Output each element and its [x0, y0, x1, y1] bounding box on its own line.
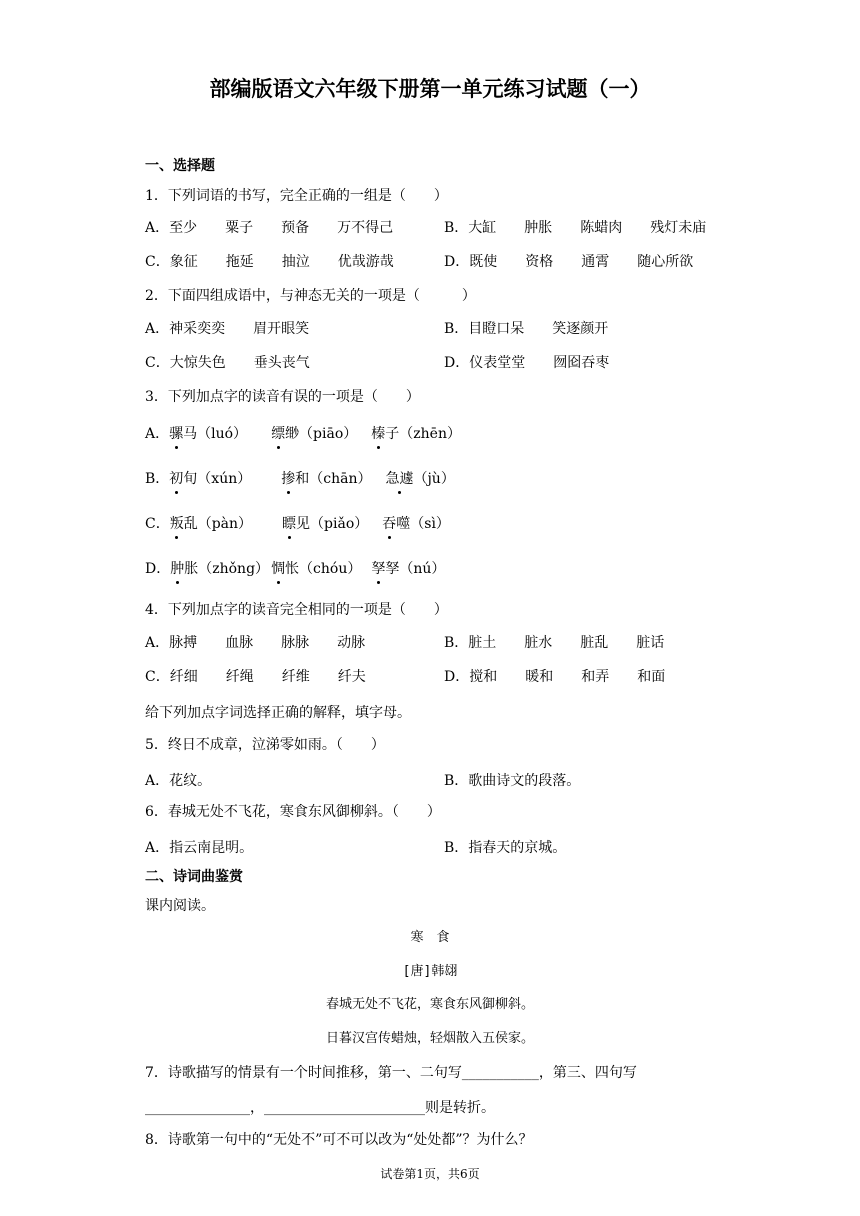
q3-option-b	[145, 469, 455, 489]
q4-c-word: 纤绳	[225, 669, 254, 685]
q4-option-d	[444, 667, 693, 687]
q3-reading: 乱（pàn）	[183, 516, 253, 532]
q4-b-word: 脏水	[524, 635, 553, 651]
q1-b-word: 残灯未庙	[650, 220, 707, 236]
q4-d-word: 和弄	[581, 669, 610, 685]
q3-option-a	[145, 424, 461, 444]
q5-option-a: A．花纹。	[145, 773, 212, 789]
q3-reading: 旬（xún）	[183, 471, 252, 487]
q3-option-c	[145, 514, 450, 534]
q2-option-c	[145, 353, 338, 373]
dotted-char: 瞟	[282, 516, 297, 532]
q2-d-label: D．仪表堂堂	[444, 355, 526, 371]
q1-option-a	[145, 218, 421, 238]
q4-d-word: 暖和	[525, 669, 554, 685]
page-title: 部编版语文六年级下册第一单元练习试题（一）	[209, 77, 651, 101]
q3-b-label: B．	[145, 471, 170, 487]
poem-line: 日暮汉宫传蜡烛，轻烟散入五侯家。	[325, 1031, 534, 1046]
q1-b-word: 陈蜡肉	[580, 220, 623, 236]
q1-a-label: A．至少	[145, 220, 198, 236]
dotted-char: 吞	[382, 516, 397, 532]
q3-a-label: A．	[145, 426, 170, 442]
q4-b-word: 脏话	[636, 635, 665, 651]
q4-d-label: D．搅和	[444, 669, 498, 685]
q1-option-c	[145, 252, 422, 272]
q2-a-label: A．神采奕奕	[145, 321, 226, 337]
question-4-stem: 4．下列加点字的读音完全相同的一项是（ ）	[145, 602, 448, 618]
q3-reading: 马（luó）	[183, 426, 248, 442]
question-8-stem: 8．诗歌第一句中的“无处不”可不可以改为“处处都”？为什么？	[145, 1132, 533, 1148]
dotted-char: 急遽	[385, 471, 414, 487]
q4-a-word: 脉脉	[281, 635, 310, 651]
q1-a-word: 万不得己	[337, 220, 394, 236]
question-7-line-2: _______________，_______________________则是转折。	[145, 1100, 495, 1116]
dotted-char: 惆	[271, 561, 286, 577]
q4-c-word: 纤维	[281, 669, 310, 685]
question-5-stem: 5．终日不成章，泣涕零如雨。（ ）	[145, 737, 385, 753]
q3-d-label: D．	[145, 561, 171, 577]
q4-c-label: C．纤细	[145, 669, 198, 685]
q4-a-word: 动脉	[337, 635, 366, 651]
q2-a-word: 眉开眼笑	[253, 321, 310, 337]
q3-reading: 怅（chóu）	[285, 561, 362, 577]
q4-b-word: 脏乱	[580, 635, 609, 651]
dotted-char: 榛	[371, 426, 386, 442]
q1-d-label: D．既使	[444, 254, 498, 270]
q1-a-word: 预备	[281, 220, 310, 236]
instruction-text: 给下列加点字词选择正确的解释，填字母。	[145, 705, 411, 721]
q1-option-b	[444, 218, 734, 238]
q1-a-word: 粟子	[225, 220, 254, 236]
q1-b-word: 肿胀	[524, 220, 553, 236]
q1-d-word: 资格	[525, 254, 554, 270]
q1-d-word: 随心所欲	[637, 254, 694, 270]
q1-b-label: B．大缸	[444, 220, 497, 236]
q4-option-b	[444, 633, 692, 653]
q2-option-b	[444, 319, 636, 339]
question-6-stem: 6．春城无处不飞花，寒食东风御柳斜。（ ）	[145, 804, 441, 820]
poem-title: 寒 食	[410, 930, 450, 945]
q3-reading: 孥（nú）	[385, 561, 446, 577]
q1-c-label: C．象征	[145, 254, 198, 270]
q2-option-a	[145, 319, 337, 339]
question-3-stem: 3．下列加点字的读音有误的一项是（ ）	[145, 389, 420, 405]
poem-author: [唐]韩翃	[402, 964, 458, 979]
q3-reading: 子（zhēn）	[385, 426, 461, 442]
q2-d-word: 囫囵吞枣	[553, 355, 610, 371]
q6-option-b: B．指春天的京城。	[444, 840, 567, 856]
q5-option-b: B．歌曲诗文的段落。	[444, 773, 581, 789]
section-heading-choice: 一、选择题	[145, 158, 215, 174]
dotted-char: 叛	[169, 516, 184, 532]
q1-c-word: 优哉游哉	[337, 254, 394, 270]
q2-c-word: 垂头丧气	[253, 355, 310, 371]
q1-d-word: 通霄	[581, 254, 610, 270]
q3-option-d	[145, 559, 445, 579]
q2-b-word: 笑逐颜开	[552, 321, 609, 337]
dotted-char: 孥	[371, 561, 386, 577]
q3-c-label: C．	[145, 516, 170, 532]
q3-reading: 缈（piāo）	[285, 426, 358, 442]
q1-c-word: 拖延	[225, 254, 254, 270]
q1-c-word: 抽泣	[281, 254, 310, 270]
q2-c-label: C．大惊失色	[145, 355, 226, 371]
q6-option-a: A．指云南昆明。	[145, 840, 254, 856]
section-heading-poetry: 二、诗词曲鉴赏	[145, 869, 243, 885]
dotted-char: 初	[169, 471, 184, 487]
dotted-char: 肿	[170, 561, 185, 577]
poem-line: 春城无处不飞花，寒食东风御柳斜。	[325, 997, 534, 1012]
q4-a-word: 血脉	[225, 635, 254, 651]
page-footer: 试卷第1页，共6页	[380, 1167, 480, 1181]
q2-b-label: B．目瞪口呆	[444, 321, 525, 337]
q1-option-d	[444, 252, 721, 272]
question-7-line-1: 7．诗歌描写的情景有一个时间推移，第一、二句写___________，第三、四句写	[145, 1065, 637, 1081]
q4-c-word: 纤夫	[337, 669, 366, 685]
question-2-stem: 2．下面四组成语中，与神态无关的一项是（ ）	[145, 288, 476, 304]
q3-reading: 噬（sì）	[396, 516, 450, 532]
q3-reading: 胀（zhǒng）	[184, 561, 270, 577]
q4-b-label: B．脏土	[444, 635, 497, 651]
dotted-char: 骡	[169, 426, 184, 442]
dotted-char: 掺	[281, 471, 296, 487]
q3-reading: 和（chān）	[295, 471, 372, 487]
question-1-stem: 1．下列词语的书写，完全正确的一组是（ ）	[145, 188, 448, 204]
reading-label: 课内阅读。	[145, 898, 215, 914]
q4-option-a	[145, 633, 393, 653]
q4-a-label: A．脉搏	[145, 635, 198, 651]
q3-reading: 见（piǎo）	[296, 516, 369, 532]
q4-d-word: 和面	[637, 669, 666, 685]
dotted-char: 缥	[271, 426, 286, 442]
q2-option-d	[444, 353, 637, 373]
q4-option-c	[145, 667, 394, 687]
q3-reading: （jù）	[413, 471, 455, 487]
